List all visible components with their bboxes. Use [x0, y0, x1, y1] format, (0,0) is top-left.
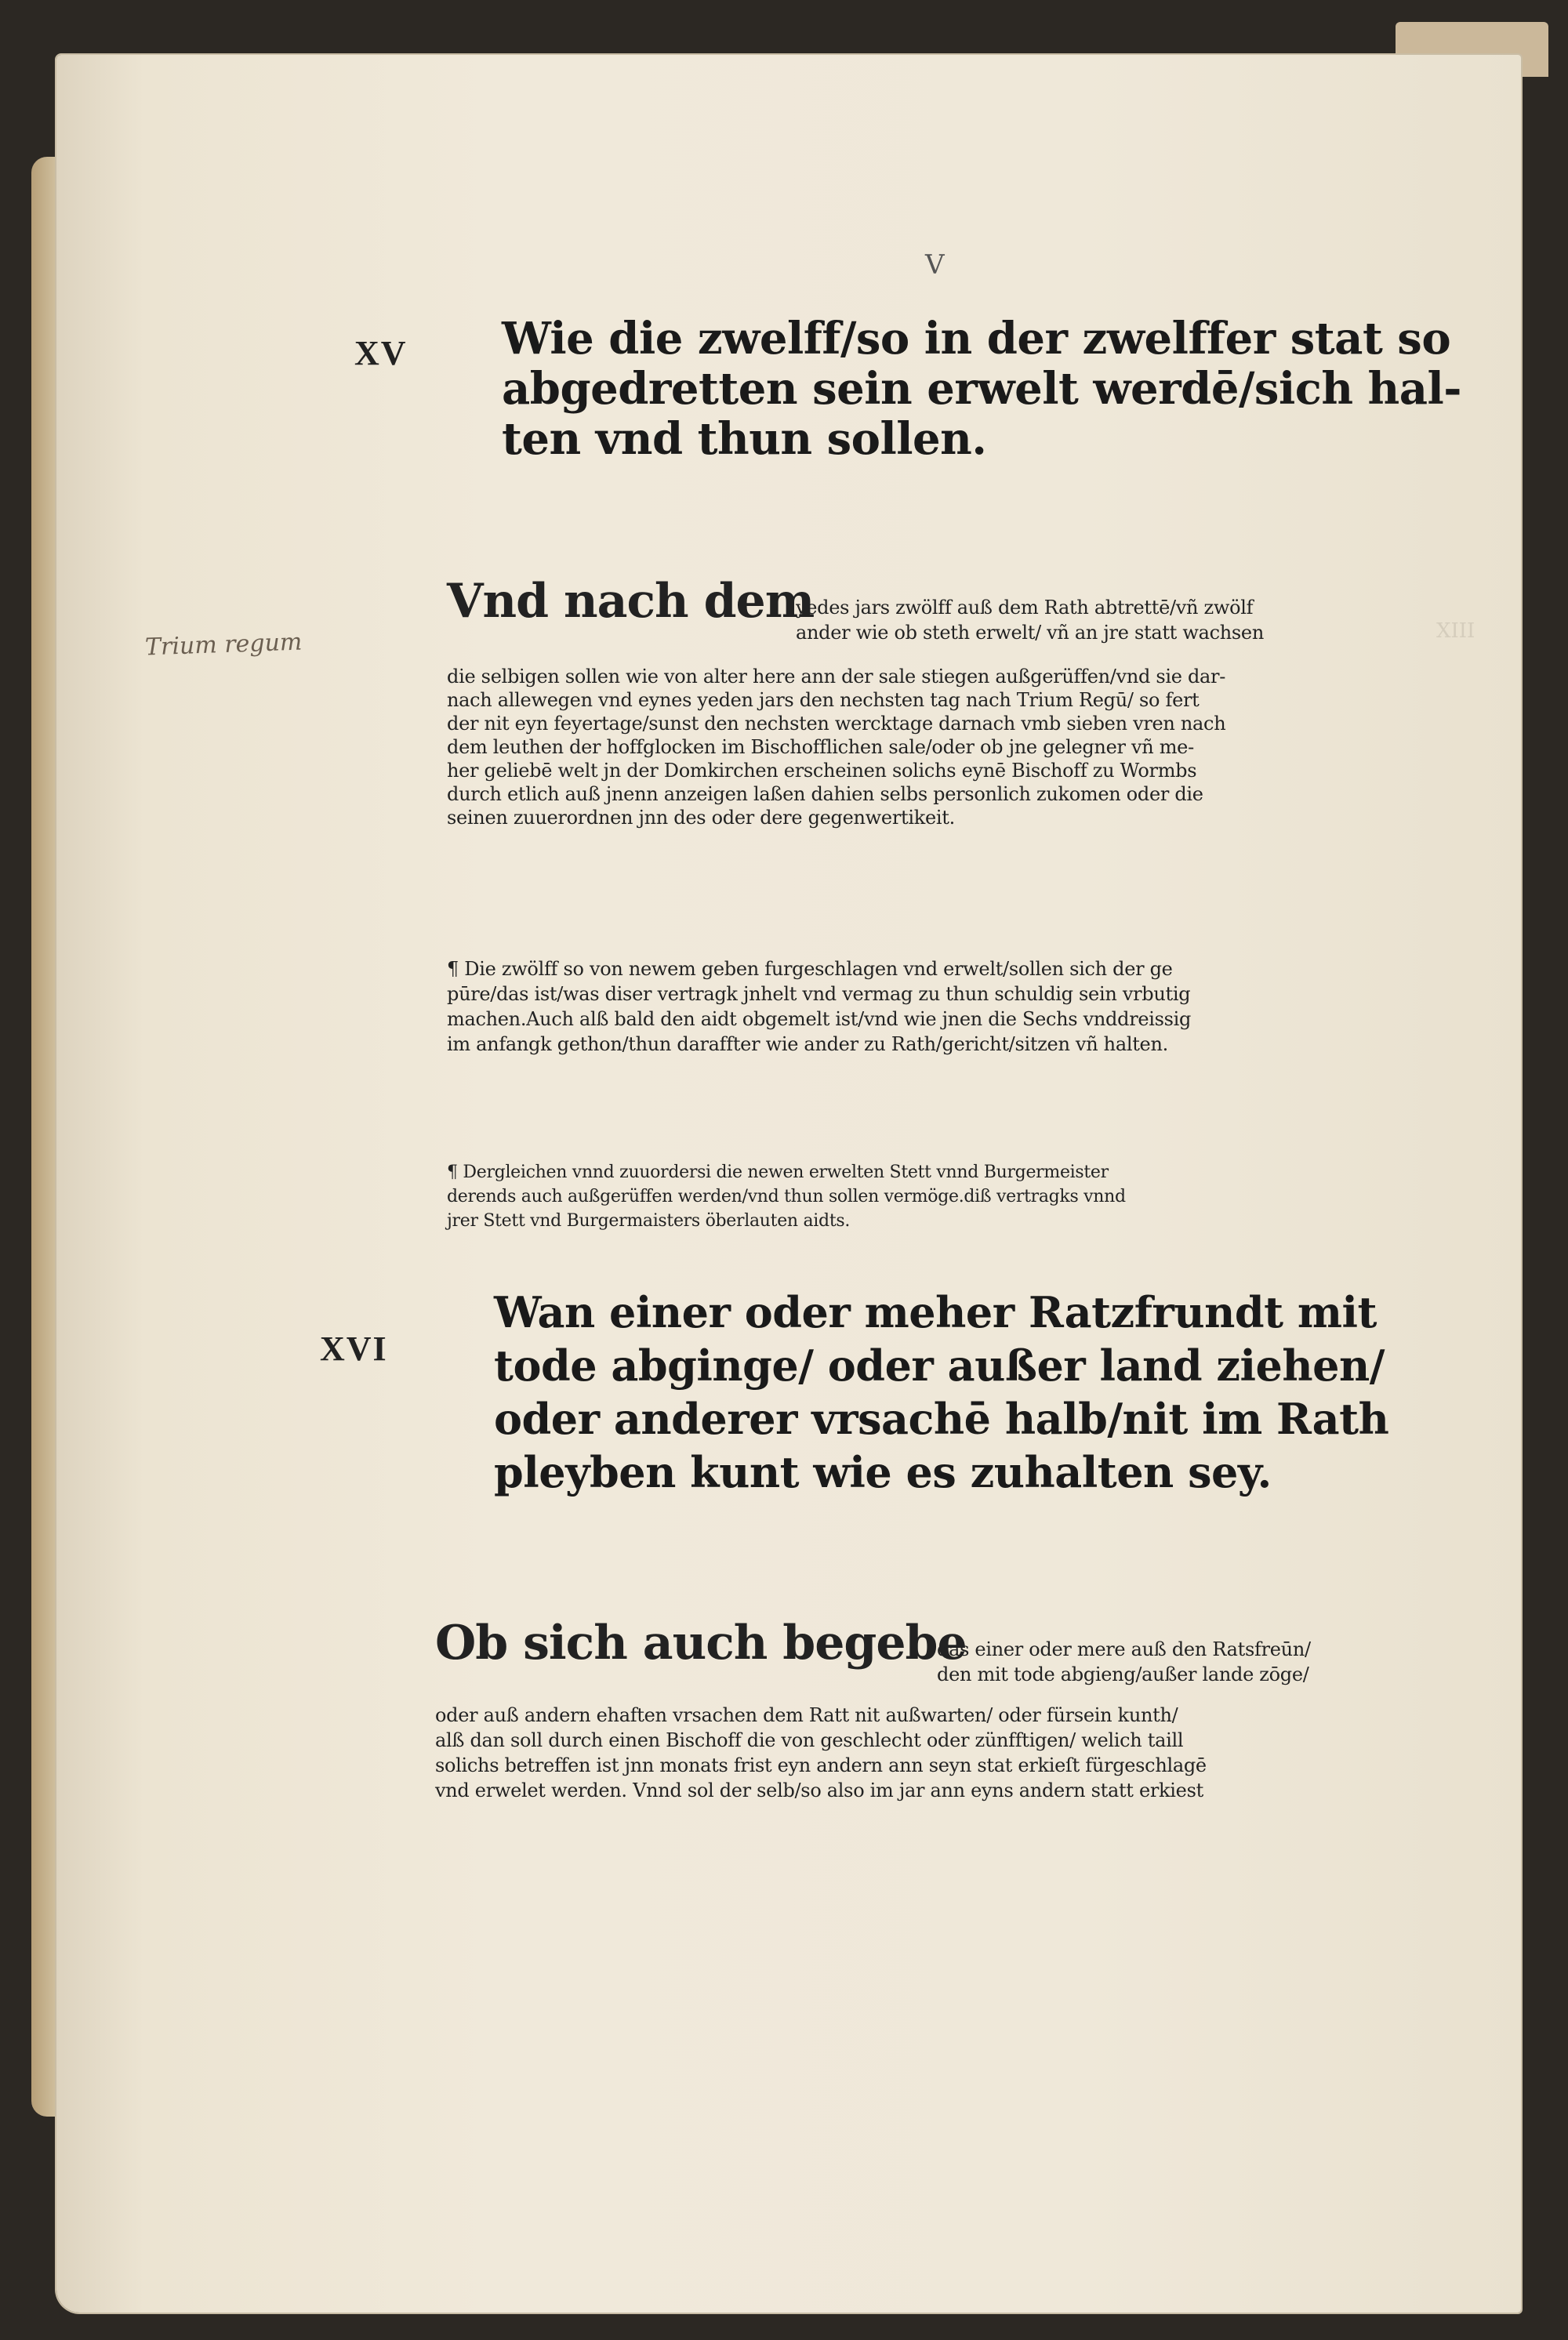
paragraph: [447, 1160, 1403, 1233]
text-line: vnd erwelet werden. Vnnd sol der selb/so also im jar ann eyns andern statt erkiest: [435, 1779, 1203, 1801]
text-line: alß dan soll durch einen Bischoff die von geschlecht oder zünfftigen/ welich taill: [435, 1729, 1184, 1751]
text-line: ander wie ob steth erwelt/ vñ an jre statt wachsen: [796, 622, 1264, 644]
text-line: nach allewegen vnd eynes yeden jars den nechsten tag nach Trium Regū/ so fert: [447, 689, 1200, 711]
text-line: die selbigen sollen wie von alter here ann der sale stiegen außgerüffen/vnd sie dar-: [447, 666, 1226, 687]
text-line: den mit tode abgieng/außer lande zōge/: [937, 1663, 1309, 1685]
text-line: yedes jars zwölff auß dem Rath abtrettē/vñ zwölf: [796, 597, 1254, 619]
text-line: jrer Stett vnd Burgermaisters öberlauten aidts.: [447, 1211, 851, 1231]
paragraph: [447, 956, 1403, 1057]
text-line: das einer oder mere auß den Ratsfreūn/: [937, 1638, 1311, 1660]
heading-line: abgedretten sein erwelt werdē/sich hal-: [502, 363, 1462, 415]
initial-words: Vnd nach dem: [447, 574, 815, 629]
text-line: her geliebē welt jn der Domkirchen erscheinen solichs eynē Bischoff zu Wormbs: [447, 760, 1197, 782]
paragraph: [447, 574, 1403, 829]
text-line: durch etlich auß jnenn anzeigen laßen dahien selbs personlich zukomen oder die: [447, 783, 1203, 805]
section-heading: [494, 1286, 1388, 1499]
text-line: im anfangk gethon/thun daraffter wie ander zu Rath/gericht/sitzen vñ halten.: [447, 1033, 1168, 1055]
text-line: machen.Auch alß bald den aidt obgemelt ist/vnd wie jnen die Sechs vnddreissig: [447, 1008, 1192, 1030]
folio-number: V: [925, 249, 945, 281]
section-number: XV: [354, 334, 408, 372]
text-line: oder auß andern ehaften vrsachen dem Ratt nit außwarten/ oder fürsein kunth/: [435, 1704, 1178, 1726]
section-number: XVI: [320, 1330, 388, 1368]
heading-line: pleyben kunt wie es zuhalten sey.: [494, 1447, 1272, 1497]
text-line: dem leuthen der hoffglocken im Bischofflichen sale/oder ob jne gelegner vñ me-: [447, 736, 1194, 758]
bleed-through-text: XIII: [1436, 619, 1475, 643]
text-line: der nit eyn feyertage/sunst den nechsten wercktage darnach vmb sieben vren nach: [447, 713, 1226, 735]
paragraph: [435, 1616, 1399, 1803]
text-line: ¶ Dergleichen vnnd zuuordersi die newen erwelten Stett vnnd Burgermeister: [447, 1163, 1109, 1182]
heading-line: ten vnd thun sollen.: [502, 413, 987, 465]
marginal-note: Trium regum: [144, 628, 303, 662]
text-line: derends auch außgerüffen werden/vnd thun sollen vermöge.diß vertragks vnnd: [447, 1187, 1126, 1206]
section-heading: [502, 314, 1461, 464]
heading-line: Wan einer oder meher Ratzfrundt mit: [494, 1287, 1377, 1337]
text-line: pūre/das ist/was diser vertragk jnhelt vnd vermag zu thun schuldig sein vrbutig: [447, 983, 1191, 1005]
text-line: ¶ Die zwölff so von newem geben furgeschlagen vnd erwelt/sollen sich der ge: [447, 958, 1173, 980]
heading-line: tode abginge/ oder außer land ziehen/: [494, 1341, 1385, 1391]
text-line: seinen zuuerordnen jnn des oder dere gegenwertikeit.: [447, 807, 955, 829]
heading-line: Wie die zwelff/so in der zwelffer stat so: [502, 313, 1451, 365]
heading-line: oder anderer vrsachē halb/nit im Rath: [494, 1394, 1389, 1444]
initial-words: Ob sich auch begebe: [435, 1616, 967, 1671]
text-line: solichs betreffen ist jnn monats frist eyn andern ann seyn stat erkieſt fürgeschlagē: [435, 1754, 1207, 1776]
